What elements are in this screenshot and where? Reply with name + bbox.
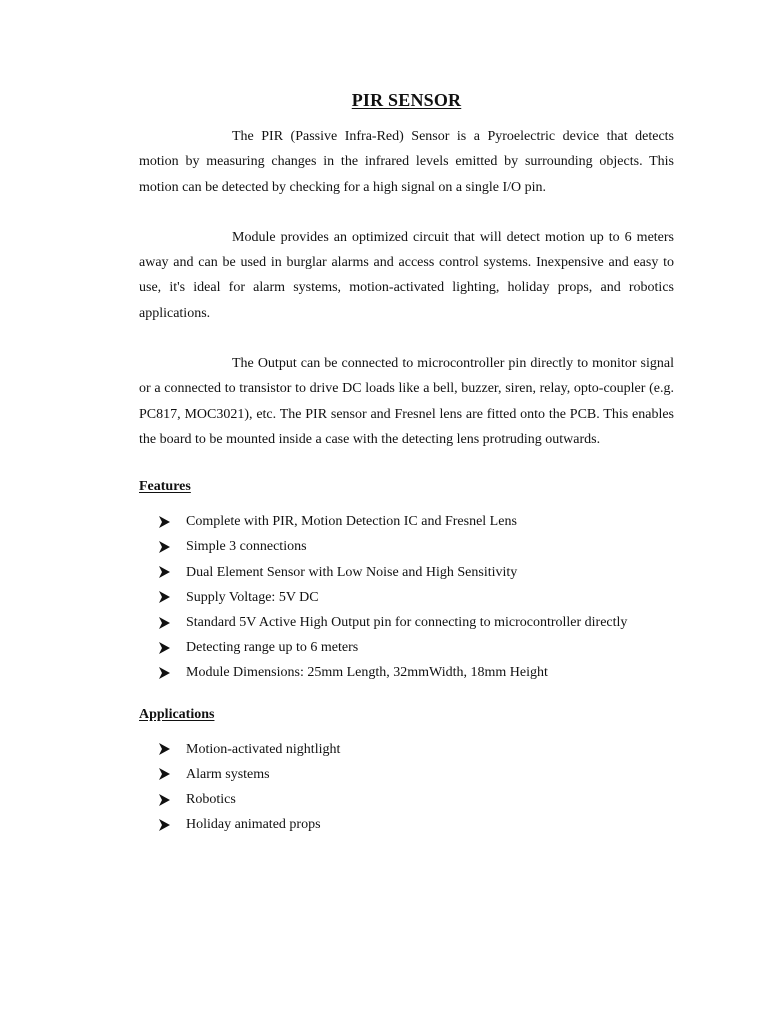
arrowhead-bullet-icon — [159, 591, 171, 603]
list-item — [139, 534, 674, 559]
arrowhead-bullet-icon — [159, 541, 171, 553]
list-item — [139, 737, 674, 762]
list-item-text: Standard 5V Active High Output pin for connecting to microcontroller directly — [186, 615, 628, 631]
list-item — [139, 660, 674, 685]
module-paragraph: Module provides an optimized circuit that will detect motion up to 6 meters away and can be used in burglar alarms and access control systems. Inexpensive and easy to use, it's ideal for alarm systems, motion-activated lighting, holiday props, and robotics applications. — [139, 229, 674, 321]
applications-heading: Applications — [139, 706, 215, 722]
arrowhead-bullet-icon — [159, 768, 171, 780]
list-item — [139, 585, 674, 610]
features-list — [139, 509, 674, 685]
list-item — [139, 509, 674, 534]
list-item-text: Detecting range up to 6 meters — [186, 640, 359, 656]
arrowhead-bullet-icon — [159, 667, 171, 679]
list-item-text: Alarm systems — [186, 766, 270, 782]
list-item — [139, 762, 674, 787]
features-heading: Features — [139, 479, 191, 495]
list-item — [139, 560, 674, 585]
list-item-text: Complete with PIR, Motion Detection IC and Fresnel Lens — [186, 514, 517, 530]
page-title: PIR SENSOR — [351, 90, 462, 110]
list-item-text: Supply Voltage: 5V DC — [186, 589, 319, 605]
arrowhead-bullet-icon — [159, 617, 171, 629]
list-item — [139, 787, 674, 812]
arrowhead-bullet-icon — [159, 516, 171, 528]
list-item-text: Module Dimensions: 25mm Length, 32mmWidth, 18mm Height — [186, 665, 548, 681]
list-item — [139, 812, 674, 837]
document-page — [139, 88, 674, 837]
arrowhead-bullet-icon — [159, 566, 171, 578]
arrowhead-bullet-icon — [159, 642, 171, 654]
list-item-text: Simple 3 connections — [186, 539, 307, 555]
list-item-text: Dual Element Sensor with Low Noise and High Sensitivity — [186, 564, 518, 580]
list-item-text: Holiday animated props — [186, 817, 321, 833]
applications-list — [139, 737, 674, 838]
arrowhead-bullet-icon — [159, 819, 171, 831]
arrowhead-bullet-icon — [159, 794, 171, 806]
list-item-text: Robotics — [186, 791, 236, 807]
list-item — [139, 610, 674, 635]
intro-paragraph: The PIR (Passive Infra-Red) Sensor is a Pyroelectric device that detects motion by measuring changes in the infrared levels emitted by surrounding objects. This motion can be detected by checking for a high signal on a single I/O pin. — [139, 129, 674, 195]
output-paragraph: The Output can be connected to microcontroller pin directly to monitor signal or a connected to transistor to drive DC loads like a bell, buzzer, siren, relay, opto-coupler (e.g. PC817, MOC3021), etc. The PIR sensor and Fresnel lens are fitted onto the PCB. This enables the board to be mounted inside a case with the detecting lens protruding outwards. — [139, 356, 674, 447]
arrowhead-bullet-icon — [159, 743, 171, 755]
list-item — [139, 635, 674, 660]
list-item-text: Motion-activated nightlight — [186, 741, 341, 757]
